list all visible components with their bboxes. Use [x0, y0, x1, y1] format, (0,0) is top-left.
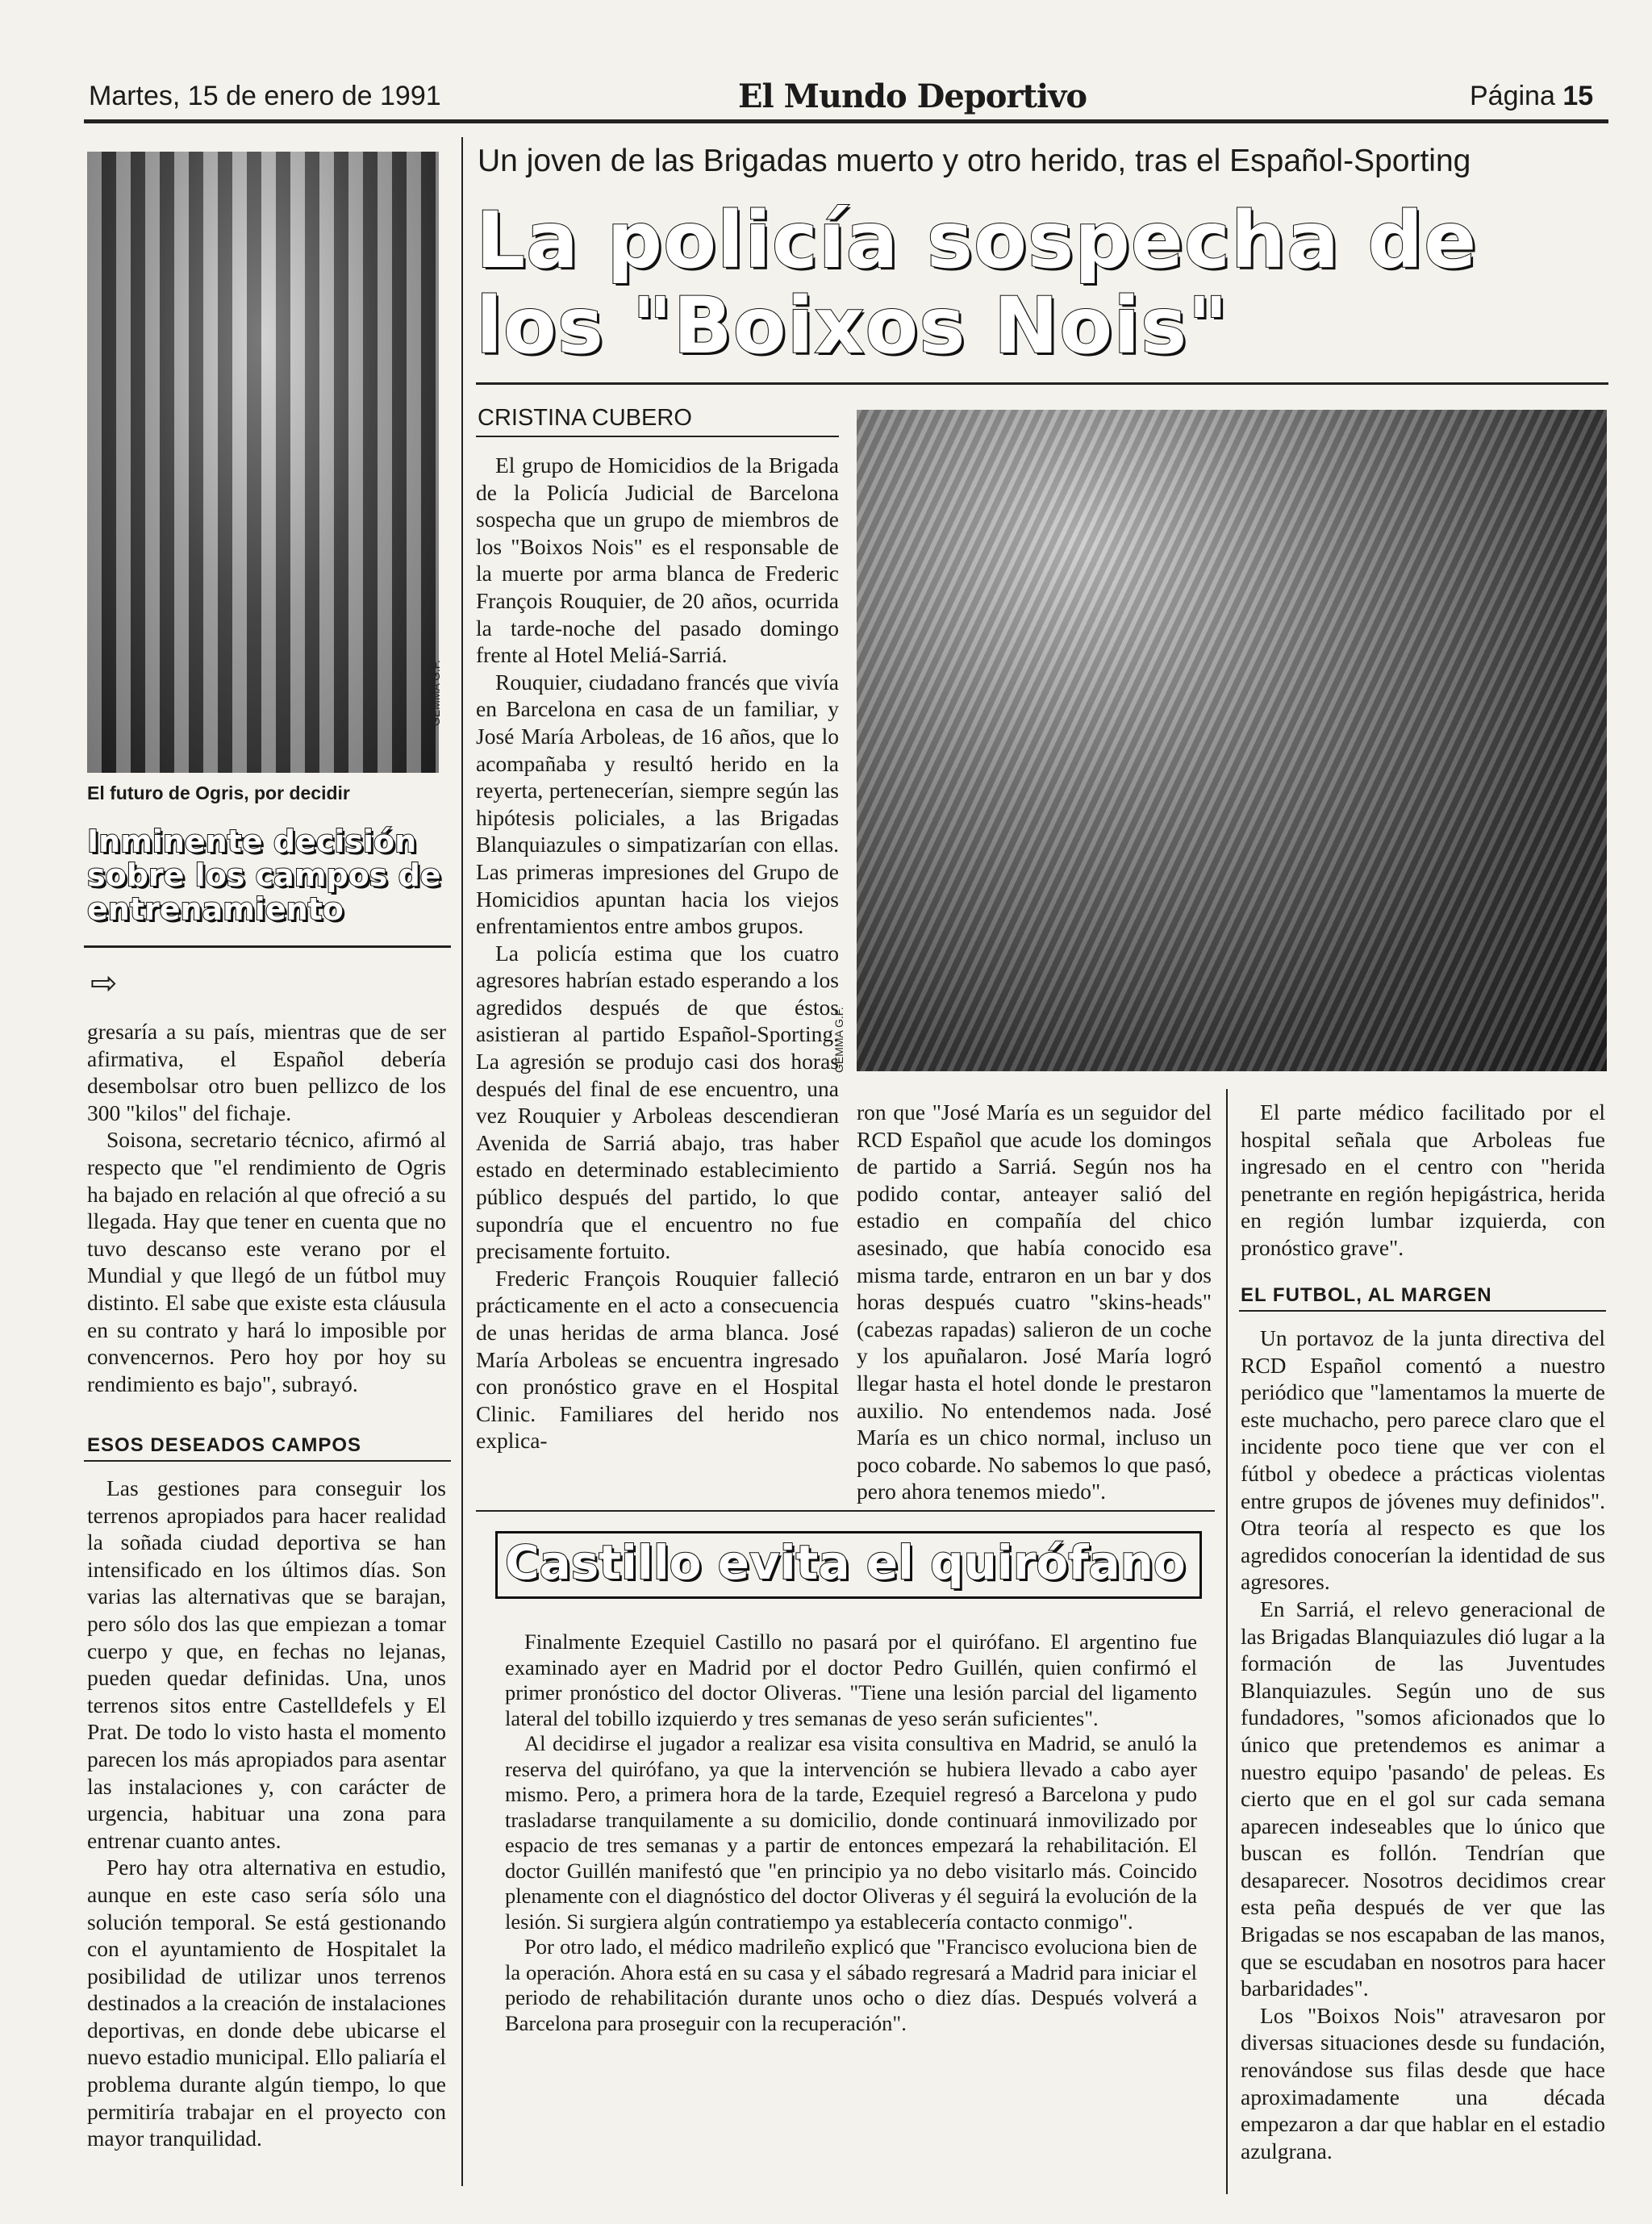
main-paragraph: Los "Boixos Nois" atravesaron por diversas situaciones desde su fundación, renovándose sus filas desde que hace aproximadamente una década empezaron a dar que hablar en el estadio azulgrana.: [1241, 2002, 1605, 2163]
castillo-paragraph: Al decidirse el jugador a realizar esa visita consultiva en Madrid, se anuló la reserva del quirófano, ya que la intervención se hubiera llevado a cabo ayer mismo. Pero, a primera hora de la tarde, Ezequiel regresó a Barcelona y pudo trasladarse tranquilamente a su domicilio, donde continuará inmovilizado por espacio de tres semanas y a partir de entonces empezará la rehabilitación. El doctor Guillén manifestó que "en principio ya no debo visitarlo más. Coincido plenamente con el diagnóstico del doctor Oliveras y él seguirá la evolución de la lesión. Si surgiera algún contratiempo ya establecería contacto conmigo".: [505, 1731, 1197, 1934]
masthead: El Mundo Deportivo: [738, 77, 1087, 115]
castillo-paragraph: Finalmente Ezequiel Castillo no pasará por el quirófano. El argentino fue examinado ayer en Madrid por el doctor Pedro Guillén, quien confirmó el primer pronóstico del doctor Oliveras. "Tiene una lesión parcial del ligamento lateral del tobillo izquierdo y tres semanas de yeso serán suficientes".: [505, 1629, 1197, 1730]
page-label: Página: [1470, 81, 1555, 111]
main-column-3b: [1241, 1325, 1605, 2164]
main-photo-credit: GEMMA G.F.: [832, 1007, 845, 1073]
main-paragraph: Rouquier, ciudadano francés que vivía en Barcelona en casa de un familiar, y José María Arboleas, de 16 años, que lo acompañaba y resultó herido en la reyerta, pertenecerían, siempre según las hipótesis policiales, a las Brigadas Blanquiazules o simpatizarían con ellas. Las primeras impresiones del Grupo de Homicidios apuntan hacia los viejos enfrentamientos entre ambos grupos.: [476, 669, 839, 939]
issue-date: Martes, 15 de enero de 1991: [89, 81, 441, 111]
main-subhead-rule: [1239, 1310, 1606, 1312]
headline-rule: [476, 382, 1608, 385]
ogris-photo: [87, 152, 439, 773]
sidebar-photo-credit: GEMMA G.F.: [429, 660, 442, 726]
main-column-1: [476, 452, 839, 1454]
sidebar-paragraph: gresaría a su país, mientras que de ser afirmativa, el Español debería desembolsar otro buen pellizco de los 300 "kilos" del fichaje.: [87, 1019, 446, 1125]
castillo-paragraph: Por otro lado, el médico madrileño explicó que "Francisco evoluciona bien de la operación. Ahora está en su casa y el sábado regresará a Madrid para iniciar el periodo de rehabilitación durante unos ocho o diez días. Después volverá a Barcelona para proseguir con la recuperación".: [505, 1934, 1197, 2035]
sidebar-subhead: ESOS DESEADOS CAMPOS: [87, 1434, 362, 1456]
byline: CRISTINA CUBERO: [478, 405, 692, 431]
page-number: [1470, 81, 1593, 112]
main-paragraph: En Sarriá, el relevo generacional de las Brigadas Blanquiazules dió lugar a la formación de las Juventudes Blanquiazules. Según uno de sus fundadores, "somos aficionados que lo único que pretendemos es animar a nuestro equipo 'pasando' de peleas. Es cierto que en el gol sur cada semana aparecen indeseables que lo único que buscan es follón. Tendrían que desaparecer. Nosotros decidimos crear esta peña después de ver que las Brigadas se nos escapaban de las manos, que se escudaban en nosotros para hacer barbaridades".: [1241, 1596, 1605, 2001]
castillo-headline: Castillo evita el quirófano: [505, 1535, 1186, 1590]
main-paragraph: Frederic François Rouquier falleció prácticamente en el acto a consecuencia de unas heridas de arma blanca. José María Arboleas se encuentra ingresado con pronóstico grave en el Hospital Clinic. Familiares del herido nos explica-: [476, 1265, 839, 1454]
sidebar-headline-rule: [84, 945, 451, 948]
sidebar-text-2: [87, 1475, 446, 2152]
sidebar-paragraph: Las gestiones para conseguir los terrenos apropiados para hacer realidad la soñada ciudad deportiva se han intensificado en los últimos días. Son varias las alternativas que se barajan, pero sólo dos las que empiezan a tomar cuerpo y que, en fechas no lejanas, pueden quedar definidas. Una, unos terrenos sitos entre Castelldefels y El Prat. De todo lo visto hasta el momento parecen los más apropiados para asentar las instalaciones y, con carácter de urgencia, habituar una zona para entrenar cuanto antes.: [87, 1475, 446, 1853]
main-headline-line-2: los "Boixos Nois": [476, 281, 1229, 371]
main-column-2: [857, 1099, 1212, 1505]
main-kicker: Un joven de las Brigadas muerto y otro herido, tras el Español-Sporting: [478, 144, 1471, 178]
sidebar-subhead-rule: [84, 1460, 451, 1462]
sidebar-text: [87, 1018, 446, 1397]
castillo-top-rule: [476, 1510, 1215, 1512]
byline-rule: [476, 436, 839, 437]
fans-photo: [857, 410, 1607, 1071]
continuation-arrow: ⇨: [90, 965, 118, 1002]
castillo-text: [505, 1629, 1197, 2036]
main-column-3: [1241, 1099, 1605, 1262]
column-divider: [461, 137, 463, 2186]
header-rule: [84, 119, 1608, 123]
main-headline-line-1: La policía sospecha de: [476, 195, 1478, 286]
sidebar-paragraph: Soisona, secretario técnico, afirmó al respecto que "el rendimiento de Ogris ha bajado en relación al que ofreció a su llegada. Hay que tener en cuenta que no tuvo descanso este verano por el Mundial y que llegó de un fútbol muy distinto. El sabe que existe esta cláusula en su contrato y hará lo imposible por convencernos. Pero hoy por hoy su rendimiento es bajo", subrayó.: [87, 1127, 446, 1396]
main-subhead: EL FUTBOL, AL MARGEN: [1241, 1284, 1492, 1306]
main-paragraph: Un portavoz de la junta directiva del RCD Español comentó a nuestro periódico que "lamentamos la muerte de este muchacho, pero parece claro que el incidente poco tiene que ver con el fútbol y obedece a prácticas violentas entre grupos de jóvenes muy definidos". Otra teoría al respecto es que los agredidos conocerían la identidad de sus agresores.: [1241, 1325, 1605, 1595]
sidebar-headline: Inminente decisión sobre los campos de entrenamiento: [87, 824, 441, 927]
main-paragraph: El parte médico facilitado por el hospital señala que Arboleas fue ingresado en el centro con "herida penetrante en región hepigástrica, herida en región lumbar izquierda, con pronóstico grave".: [1241, 1099, 1605, 1260]
page-number-value: 15: [1562, 81, 1594, 111]
main-paragraph: La policía estima que los cuatro agresores habrían estado esperando a los agredidos después de que éstos asistieran al partido Español-Sporting. La agresión se produjo casi dos horas después del final de ese encuentro, una vez Rouquier y Arboleas descendieran Avenida de Sarriá abajo, tras haber estado en determinado establecimiento público después del partido, lo que supondría que el encuentro no fue precisamente fortuito.: [476, 940, 839, 1264]
main-paragraph: El grupo de Homicidios de la Brigada de la Policía Judicial de Barcelona sospecha que un grupo de miembros de los "Boixos Nois" es el responsable de la muerte por arma blanca de Frederic François Rouquier, de 20 años, ocurrida la tarde-noche del pasado domingo frente al Hotel Meliá-Sarriá.: [476, 453, 839, 668]
sidebar-paragraph: Pero hay otra alternativa en estudio, aunque en este caso sería sólo una solución temporal. Se está gestionando con el ayuntamiento de Hospitalet la posibilidad de utilizar unos terrenos destinados a la creación de instalaciones deportivas, en donde debe ubicarse el nuevo estadio municipal. Ello paliaría el problema durante algún tiempo, lo que permitiría trabajar en el proyecto con mayor tranquilidad.: [87, 1855, 446, 2151]
sidebar-photo-caption: El futuro de Ogris, por decidir: [87, 782, 350, 803]
column-divider-right: [1226, 1089, 1228, 2194]
main-paragraph: ron que "José María es un seguidor del RCD Español que acude los domingos de partido a Sarriá. Según nos ha podido contar, anteayer salió del estadio en compañía del chico asesinado, que había conocido esa misma tarde, entraron en un bar y dos horas después cuatro "skins-heads" (cabezas rapadas) salieron de un coche y los apuñalaron. José María logró llegar hasta el hotel donde le prestaron auxilio. No entendemos nada. José María es un chico normal, incluso un poco cobarde. No sabemos lo que pasó, pero ahora tenemos miedo".: [857, 1099, 1212, 1504]
